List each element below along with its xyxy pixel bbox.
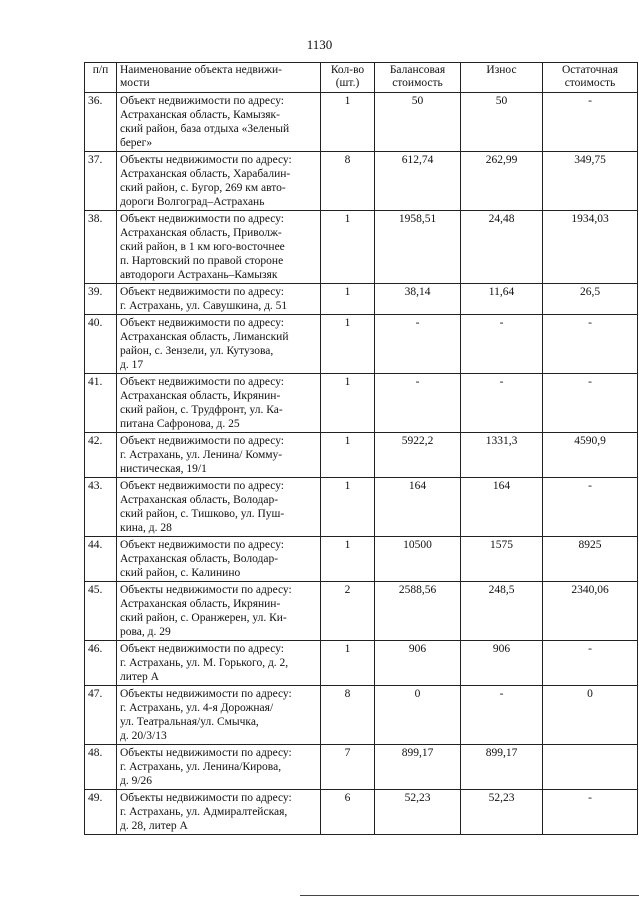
table-row	[85, 641, 638, 686]
residual-value: 0	[543, 686, 638, 745]
row-number: 47.	[85, 686, 117, 745]
object-name: Объекты недвижимости по адресу: Астраханская область, Харабалин- ский район, с. Бугор, 269 км авто- дороги Волгоград–Астрахань	[117, 152, 321, 211]
row-number: 39.	[85, 284, 117, 315]
row-number: 40.	[85, 315, 117, 374]
table-row	[85, 284, 638, 315]
quantity-value: 1	[321, 537, 375, 582]
residual-value: -	[543, 315, 638, 374]
wear-value: -	[461, 686, 543, 745]
residual-value: -	[543, 478, 638, 537]
quantity-value: 7	[321, 745, 375, 790]
balance-value: 10500	[375, 537, 461, 582]
table-row	[85, 152, 638, 211]
table-row	[85, 315, 638, 374]
balance-value: -	[375, 374, 461, 433]
table-row	[85, 478, 638, 537]
table-row	[85, 686, 638, 745]
balance-value: 2588,56	[375, 582, 461, 641]
wear-value: -	[461, 315, 543, 374]
object-name: Объекты недвижимости по адресу: г. Астрахань, ул. Адмиралтейская, д. 28, литер А	[117, 790, 321, 835]
quantity-value: 1	[321, 93, 375, 152]
residual-value: -	[543, 790, 638, 835]
object-name: Объект недвижимости по адресу: Астраханская область, Володар- ский район, с. Калинино	[117, 537, 321, 582]
wear-value: 11,64	[461, 284, 543, 315]
row-number: 41.	[85, 374, 117, 433]
quantity-value: 1	[321, 433, 375, 478]
object-name: Объект недвижимости по адресу: г. Астрахань, ул. Савушкина, д. 51	[117, 284, 321, 315]
row-number: 49.	[85, 790, 117, 835]
wear-value: 899,17	[461, 745, 543, 790]
row-number: 43.	[85, 478, 117, 537]
residual-value	[543, 745, 638, 790]
balance-value: 5922,2	[375, 433, 461, 478]
balance-value: -	[375, 315, 461, 374]
row-number: 48.	[85, 745, 117, 790]
object-name: Объект недвижимости по адресу: Астраханская область, Лиманский район, с. Зензели, ул. Кутузова, д. 17	[117, 315, 321, 374]
quantity-value: 8	[321, 152, 375, 211]
balance-value: 906	[375, 641, 461, 686]
quantity-value: 6	[321, 790, 375, 835]
balance-value: 52,23	[375, 790, 461, 835]
table-row	[85, 582, 638, 641]
header-residual: Остаточная стоимость	[543, 63, 638, 93]
object-name: Объект недвижимости по адресу: Астраханская область, Икрянин- ский район, с. Трудфронт, ул. Ка- питана Сафронова, д. 25	[117, 374, 321, 433]
residual-value: 1934,03	[543, 211, 638, 284]
page-number: 1130	[306, 37, 333, 52]
quantity-value: 2	[321, 582, 375, 641]
row-number: 42.	[85, 433, 117, 478]
wear-value: 50	[461, 93, 543, 152]
table-row	[85, 93, 638, 152]
residual-value: 349,75	[543, 152, 638, 211]
wear-value: 248,5	[461, 582, 543, 641]
table-row	[85, 790, 638, 835]
wear-value: -	[461, 374, 543, 433]
row-number: 46.	[85, 641, 117, 686]
object-name: Объекты недвижимости по адресу: Астраханская область, Икрянин- ский район, с. Оранжерен, ул. Ки- рова, д. 29	[117, 582, 321, 641]
quantity-value: 1	[321, 478, 375, 537]
row-number: 37.	[85, 152, 117, 211]
wear-value: 52,23	[461, 790, 543, 835]
balance-value: 50	[375, 93, 461, 152]
header-num: п/п	[85, 63, 117, 93]
balance-value: 899,17	[375, 745, 461, 790]
table-row	[85, 745, 638, 790]
header-qty: Кол-во (шт.)	[321, 63, 375, 93]
quantity-value: 1	[321, 315, 375, 374]
residual-value: -	[543, 374, 638, 433]
object-name: Объекты недвижимости по адресу: г. Астрахань, ул. Ленина/Кирова, д. 9/26	[117, 745, 321, 790]
bottom-divider	[300, 895, 639, 896]
quantity-value: 1	[321, 374, 375, 433]
balance-value: 612,74	[375, 152, 461, 211]
residual-value: 4590,9	[543, 433, 638, 478]
wear-value: 24,48	[461, 211, 543, 284]
residual-value: 26,5	[543, 284, 638, 315]
balance-value: 164	[375, 478, 461, 537]
header-wear: Износ	[461, 63, 543, 93]
wear-value: 906	[461, 641, 543, 686]
wear-value: 1331,3	[461, 433, 543, 478]
wear-value: 1575	[461, 537, 543, 582]
object-name: Объект недвижимости по адресу: г. Астрахань, ул. Ленина/ Комму- нистическая, 19/1	[117, 433, 321, 478]
row-number: 45.	[85, 582, 117, 641]
table-row	[85, 211, 638, 284]
row-number: 44.	[85, 537, 117, 582]
residual-value: 2340,06	[543, 582, 638, 641]
residual-value: -	[543, 641, 638, 686]
wear-value: 262,99	[461, 152, 543, 211]
table-header-row	[85, 63, 638, 93]
object-name: Объекты недвижимости по адресу: г. Астрахань, ул. 4-я Дорожная/ ул. Театральная/ул. Смычка, д. 20/3/13	[117, 686, 321, 745]
object-name: Объект недвижимости по адресу: г. Астрахань, ул. М. Горького, д. 2, литер А	[117, 641, 321, 686]
object-name: Объект недвижимости по адресу: Астраханская область, Володар- ский район, с. Тишково, ул. Пуш- кина, д. 28	[117, 478, 321, 537]
balance-value: 1958,51	[375, 211, 461, 284]
quantity-value: 1	[321, 211, 375, 284]
balance-value: 38,14	[375, 284, 461, 315]
property-table	[84, 62, 638, 835]
header-balance: Балансовая стоимость	[375, 63, 461, 93]
object-name: Объект недвижимости по адресу: Астраханская область, Камызяк- ский район, база отдыха «Зеленый берег»	[117, 93, 321, 152]
table-body	[85, 93, 638, 835]
balance-value: 0	[375, 686, 461, 745]
row-number: 36.	[85, 93, 117, 152]
header-name: Наименование объекта недвижи- мости	[117, 63, 321, 93]
table-row	[85, 537, 638, 582]
residual-value: -	[543, 93, 638, 152]
quantity-value: 1	[321, 641, 375, 686]
wear-value: 164	[461, 478, 543, 537]
residual-value: 8925	[543, 537, 638, 582]
object-name: Объект недвижимости по адресу: Астраханская область, Приволж- ский район, в 1 км юго-восточнее п. Нартовский по правой стороне автодороги Астрахань–Камызяк	[117, 211, 321, 284]
row-number: 38.	[85, 211, 117, 284]
table-row	[85, 433, 638, 478]
quantity-value: 8	[321, 686, 375, 745]
table-row	[85, 374, 638, 433]
quantity-value: 1	[321, 284, 375, 315]
